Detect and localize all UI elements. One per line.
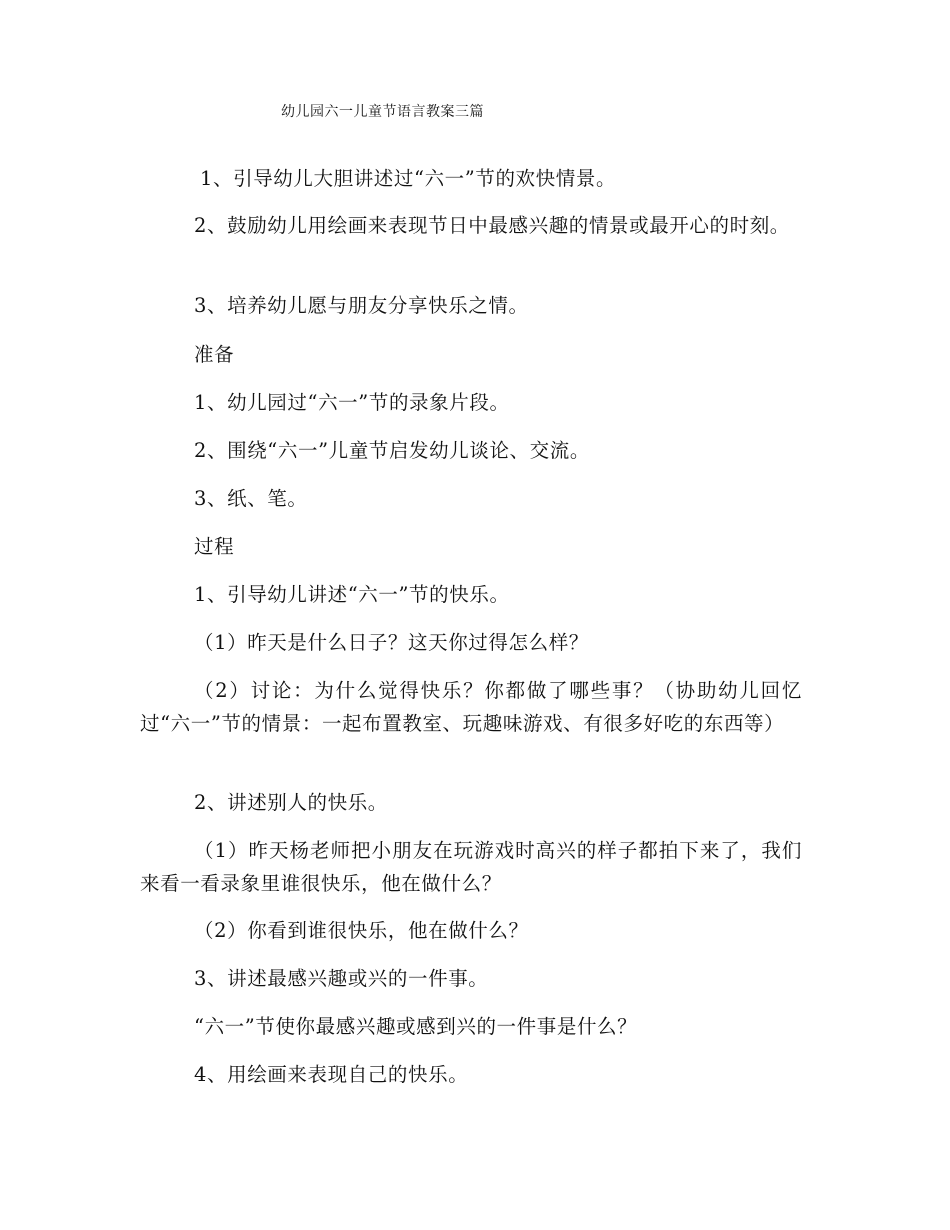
process-step-1-q1: （1）昨天是什么日子？这天你过得怎么样？ xyxy=(194,631,589,654)
process-step-2: 2、讲述别人的快乐。 xyxy=(194,791,388,814)
document-title: 幼儿园六一儿童节语言教案三篇 xyxy=(281,104,484,120)
process-step-4: 4、用绘画来表现自己的快乐。 xyxy=(194,1063,469,1086)
prep-2: 2、围绕“六一”儿童节启发幼儿谈论、交流。 xyxy=(194,439,590,462)
process-step-1: 1、引导幼儿讲述“六一”节的快乐。 xyxy=(194,583,510,606)
section-heading-preparation: 准备 xyxy=(194,343,235,366)
process-step-2-q1: （1）昨天杨老师把小朋友在玩游戏时高兴的样子都拍下来了，我们来看一看录象里谁很快乐，他在做什么？ xyxy=(140,839,802,895)
process-step-3-q: “六一”节使你最感兴趣或感到兴的一件事是什么？ xyxy=(194,1015,638,1038)
process-step-2-q2: （2）你看到谁很快乐，他在做什么？ xyxy=(194,919,529,942)
section-heading-process: 过程 xyxy=(194,535,235,558)
prep-3: 3、纸、笔。 xyxy=(194,487,308,510)
prep-1: 1、幼儿园过“六一”节的录象片段。 xyxy=(194,391,510,414)
goal-3: 3、培养幼儿愿与朋友分享快乐之情。 xyxy=(194,294,529,317)
process-step-1-q2: （2）讨论：为什么觉得快乐？你都做了哪些事？（协助幼儿回忆过“六一”节的情景：一起布置教室、玩趣味游戏、有很多好吃的东西等） xyxy=(140,679,802,735)
process-step-3: 3、讲述最感兴趣或兴的一件事。 xyxy=(194,967,489,990)
goal-1: 1、引导幼儿大胆讲述过“六一”节的欢快情景。 xyxy=(200,167,617,190)
goal-2: 2、鼓励幼儿用绘画来表现节日中最感兴趣的情景或最开心的时刻。 xyxy=(194,214,790,237)
